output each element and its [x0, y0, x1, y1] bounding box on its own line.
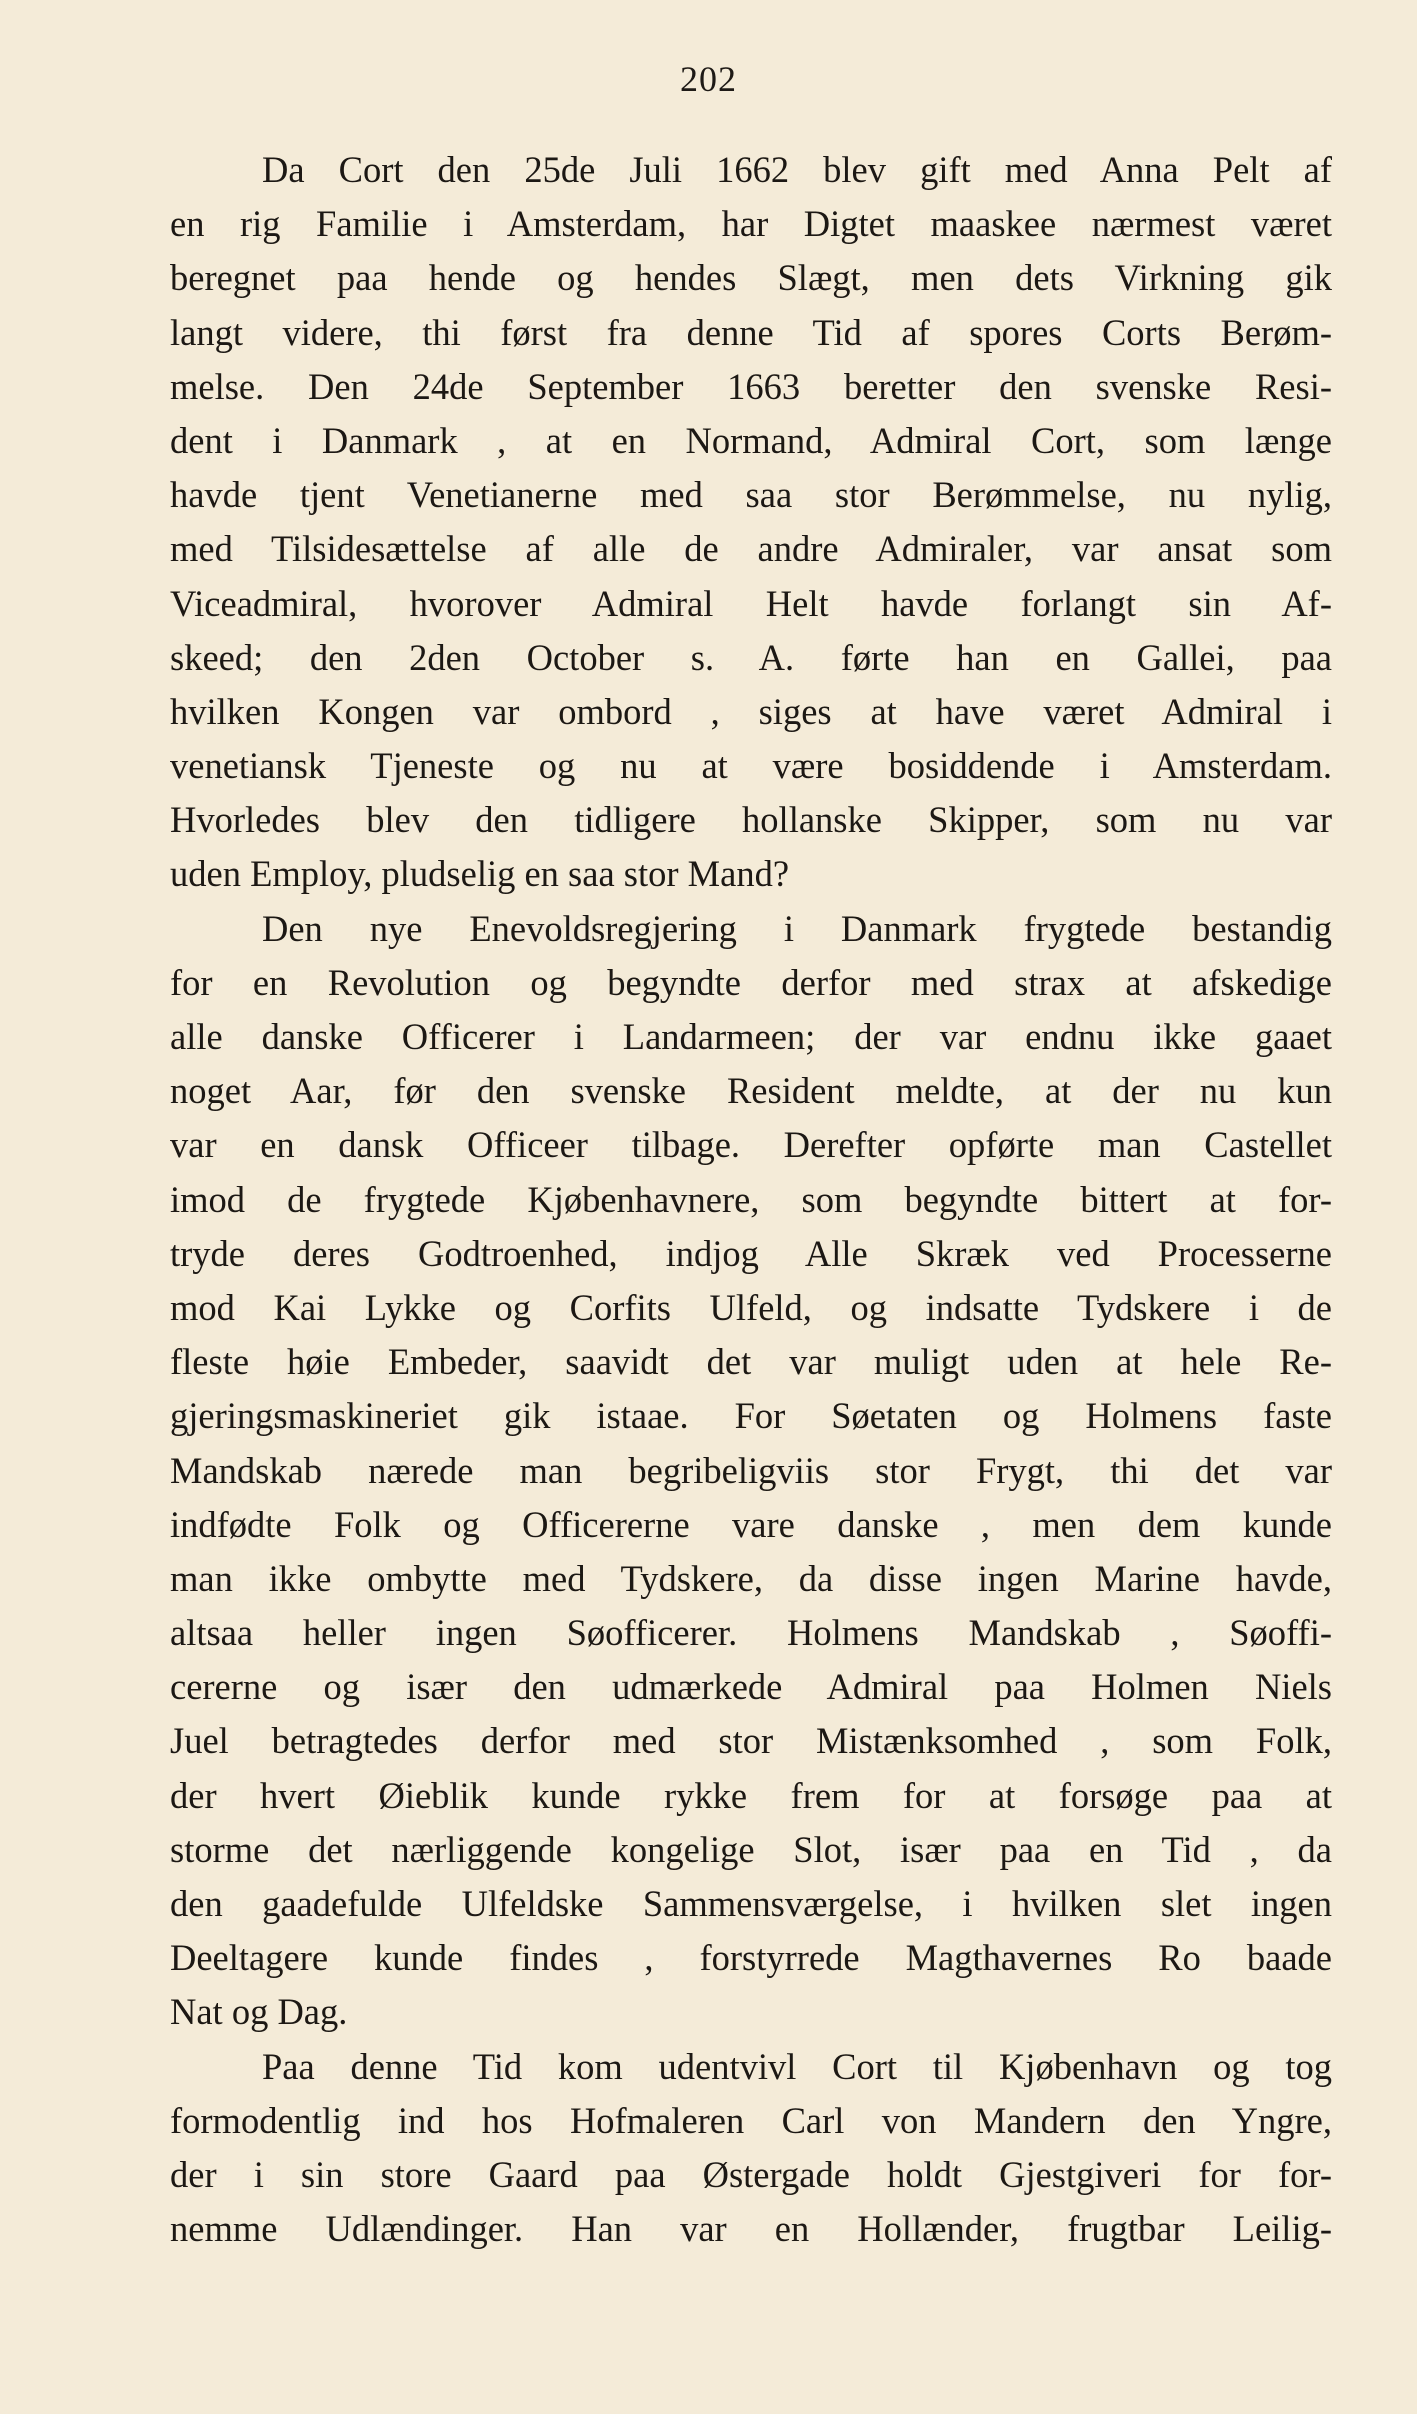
text-line: beregnet paa hende og hendes Slægt, men dets Virkning gik	[170, 257, 1332, 299]
text-line: hvilken Kongen var ombord , siges at have været Admiral i	[170, 690, 1332, 732]
text-line: havde tjent Venetianerne med saa stor Berømmelse, nu nylig,	[170, 474, 1332, 516]
text-line: tryde deres Godtroenhed, indjog Alle Skræk ved Processerne	[170, 1232, 1332, 1274]
text-line: storme det nærliggende kongelige Slot, især paa en Tid , da	[170, 1828, 1332, 1870]
text-line: melse. Den 24de September 1663 beretter den svenske Resi-	[170, 365, 1332, 407]
text-line: fleste høie Embeder, saavidt det var muligt uden at hele Re-	[170, 1341, 1332, 1383]
text-line: dent i Danmark , at en Normand, Admiral Cort, som længe	[170, 419, 1332, 461]
text-line: indfødte Folk og Officererne vare danske , men dem kunde	[170, 1503, 1332, 1545]
text-line: der i sin store Gaard paa Østergade holdt Gjestgiveri for for-	[170, 2153, 1332, 2195]
text-line: Den nye Enevoldsregjering i Danmark frygtede bestandig	[262, 907, 1332, 949]
text-line: altsaa heller ingen Søofficerer. Holmens Mandskab , Søoffi-	[170, 1612, 1332, 1654]
text-line: venetiansk Tjeneste og nu at være bosiddende i Amsterdam.	[170, 745, 1332, 787]
text-line: Juel betragtedes derfor med stor Mistænksomhed , som Folk,	[170, 1720, 1332, 1762]
paragraph	[170, 143, 1332, 902]
text-line: gjeringsmaskineriet gik istaae. For Søetaten og Holmens faste	[170, 1395, 1332, 1437]
text-line: noget Aar, før den svenske Resident meldte, at der nu kun	[170, 1070, 1332, 1112]
text-line: for en Revolution og begyndte derfor med strax at afskedige	[170, 961, 1332, 1003]
text-line: nemme Udlændinger. Han var en Hollænder, frugtbar Leilig-	[170, 2208, 1332, 2250]
text-line: Viceadmiral, hvorover Admiral Helt havde forlangt sin Af-	[170, 582, 1332, 624]
text-line: der hvert Øieblik kunde rykke frem for at forsøge paa at	[170, 1774, 1332, 1816]
text-line: Paa denne Tid kom udentvivl Cort til Kjøbenhavn og tog	[262, 2045, 1332, 2087]
text-line: skeed; den 2den October s. A. førte han en Gallei, paa	[170, 636, 1332, 678]
text-line: Da Cort den 25de Juli 1662 blev gift med Anna Pelt af	[262, 149, 1332, 190]
text-line: man ikke ombytte med Tydskere, da disse ingen Marine havde,	[170, 1557, 1332, 1599]
text-line: alle danske Officerer i Landarmeen; der var endnu ikke gaaet	[170, 1016, 1332, 1057]
text-line: Mandskab nærede man begribeligviis stor Frygt, thi det var	[170, 1449, 1332, 1491]
text-line: imod de frygtede Kjøbenhavnere, som begyndte bittert at for-	[170, 1178, 1332, 1220]
text-line: formodentlig ind hos Hofmaleren Carl von Mandern den Yngre,	[170, 2099, 1332, 2141]
text-line: var en dansk Officeer tilbage. Derefter opførte man Castellet	[170, 1124, 1332, 1166]
text-line: Nat og Dag.	[170, 1991, 348, 2033]
text-line: langt videre, thi først fra denne Tid af spores Corts Berøm-	[170, 311, 1332, 353]
paragraph	[170, 902, 1332, 2040]
page-number: 202	[680, 59, 737, 99]
text-line: med Tilsidesættelse af alle de andre Admiraler, var ansat som	[170, 528, 1332, 570]
text-line: Hvorledes blev den tidligere hollanske Skipper, som nu var	[170, 799, 1332, 841]
text-line: uden Employ, pludselig en saa stor Mand?	[170, 853, 790, 895]
paragraph	[170, 2040, 1332, 2257]
body-text	[170, 143, 1332, 2256]
text-line: en rig Familie i Amsterdam, har Digtet maaskee nærmest været	[170, 203, 1332, 245]
text-line: Deeltagere kunde findes , forstyrrede Magthavernes Ro baade	[170, 1937, 1332, 1979]
text-line: cererne og især den udmærkede Admiral paa Holmen Niels	[170, 1666, 1332, 1708]
text-line: den gaadefulde Ulfeldske Sammensværgelse, i hvilken slet ingen	[170, 1883, 1332, 1924]
text-line: mod Kai Lykke og Corfits Ulfeld, og indsatte Tydskere i de	[170, 1286, 1332, 1328]
